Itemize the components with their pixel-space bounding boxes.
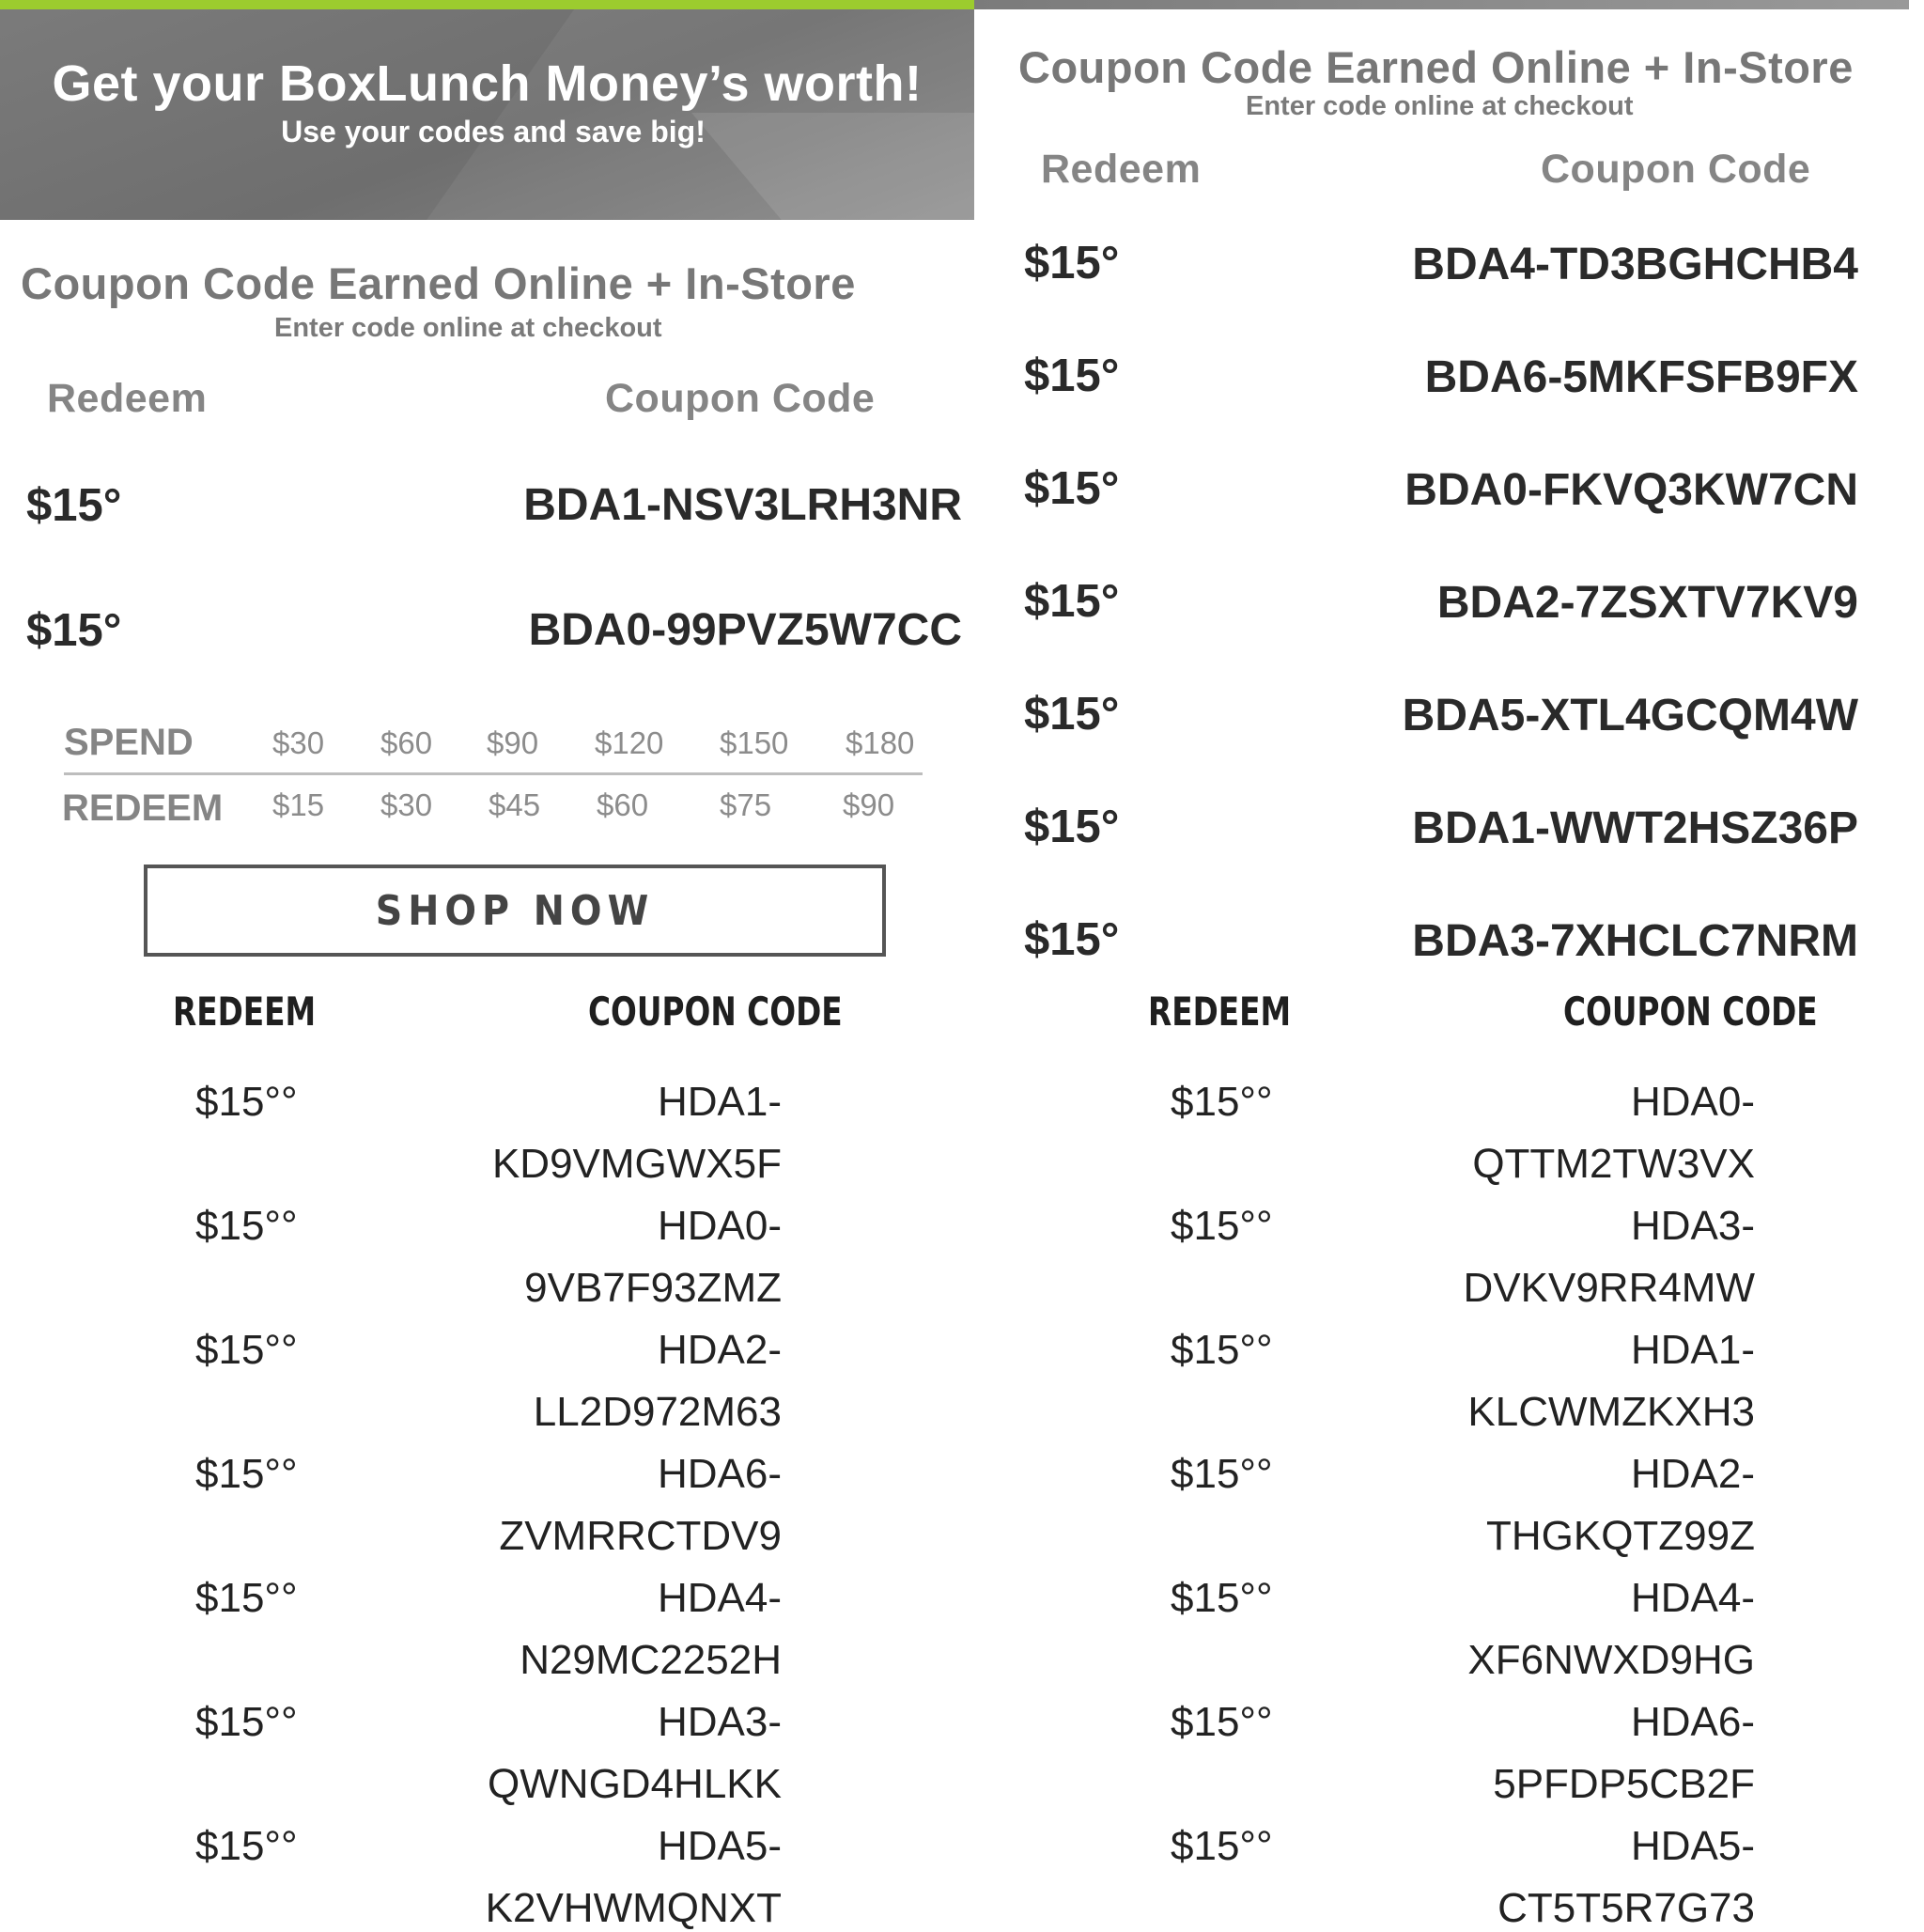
coupon-code-part1[interactable]: HDA0- xyxy=(657,1203,782,1249)
spend-label: SPEND xyxy=(64,722,194,763)
redeem-label: REDEEM xyxy=(62,787,224,829)
coupon-amount: $15° xyxy=(1024,802,1120,852)
spend-value: $120 xyxy=(595,725,664,760)
coupon-code-part2[interactable]: CT5T5R7G73 xyxy=(1497,1885,1755,1931)
tier-divider xyxy=(64,772,923,775)
top-divider xyxy=(974,0,1909,9)
left-section-subtitle: Enter code online at checkout xyxy=(274,313,662,343)
redeem-value: $60 xyxy=(597,787,649,822)
left-col-coupon-code: Coupon Code xyxy=(605,376,876,421)
coupon-code-part2[interactable]: 5PFDP5CB2F xyxy=(1493,1761,1755,1807)
coupon-amount: $15°° xyxy=(195,1451,298,1497)
banner-title: Get your BoxLunch Money’s worth! xyxy=(52,55,923,112)
shop-now-label: SHOP NOW xyxy=(375,886,655,935)
coupon-code[interactable]: BDA2-7ZSXTV7KV9 xyxy=(1436,578,1858,628)
coupon-code-part1[interactable]: HDA6- xyxy=(657,1451,782,1497)
list-col-redeem: REDEEM xyxy=(1148,989,1292,1035)
left-col-redeem: Redeem xyxy=(47,376,208,421)
coupon-code-part2[interactable]: KD9VMGWX5F xyxy=(491,1141,782,1187)
spend-value: $60 xyxy=(380,725,433,760)
coupon-amount: $15°° xyxy=(195,1203,298,1249)
coupon-code-part1[interactable]: HDA1- xyxy=(1630,1327,1755,1373)
redeem-value: $45 xyxy=(489,787,541,822)
coupon-amount: $15°° xyxy=(1171,1823,1273,1869)
redeem-value: $90 xyxy=(843,787,895,822)
right-col-redeem: Redeem xyxy=(1041,147,1202,192)
coupon-code-part1[interactable]: HDA2- xyxy=(1630,1451,1755,1497)
coupon-code[interactable]: BDA6-5MKFSFB9FX xyxy=(1424,352,1858,402)
coupon-code-part2[interactable]: KLCWMZKXH3 xyxy=(1467,1389,1755,1435)
coupon-amount: $15° xyxy=(1024,238,1120,288)
coupon-amount: $15°° xyxy=(195,1823,298,1869)
list-col-coupon-code: COUPON CODE xyxy=(1563,989,1818,1035)
coupon-amount: $15°° xyxy=(1171,1079,1273,1125)
list-col-redeem: REDEEM xyxy=(173,989,317,1035)
coupon-code-part2[interactable]: 9VB7F93ZMZ xyxy=(524,1265,782,1311)
coupon-code[interactable]: BDA4-TD3BGHCHB4 xyxy=(1412,240,1858,289)
spend-value: $150 xyxy=(720,725,789,760)
coupon-amount: $15°° xyxy=(1171,1451,1273,1497)
coupon-code-part1[interactable]: HDA1- xyxy=(657,1079,782,1125)
coupon-code-part1[interactable]: HDA5- xyxy=(1630,1823,1755,1869)
coupon-code-part1[interactable]: HDA6- xyxy=(1630,1699,1755,1745)
coupon-code[interactable]: BDA1-NSV3LRH3NR xyxy=(523,480,962,530)
coupon-code-part2[interactable]: XF6NWXD9HG xyxy=(1467,1637,1755,1683)
shop-now-button[interactable] xyxy=(144,865,886,957)
coupon-amount: $15°° xyxy=(195,1079,298,1125)
coupon-code-part1[interactable]: HDA3- xyxy=(657,1699,782,1745)
coupon-amount: $15°° xyxy=(1171,1327,1273,1373)
coupon-amount: $15° xyxy=(26,605,122,656)
coupon-amount: $15° xyxy=(1024,351,1120,401)
left-section-title: Coupon Code Earned Online + In-Store xyxy=(21,258,856,308)
coupon-code-part2[interactable]: QWNGD4HLKK xyxy=(488,1761,782,1807)
coupon-amount: $15°° xyxy=(195,1699,298,1745)
coupon-code-part2[interactable]: QTTM2TW3VX xyxy=(1472,1141,1755,1187)
coupon-amount: $15°° xyxy=(195,1327,298,1373)
coupon-code-part1[interactable]: HDA3- xyxy=(1630,1203,1755,1249)
coupon-code-part2[interactable]: K2VHWMQNXT xyxy=(485,1885,782,1931)
coupon-amount: $15° xyxy=(1024,689,1120,740)
coupon-amount: $15° xyxy=(1024,463,1120,514)
coupon-code[interactable]: BDA5-XTL4GCQM4W xyxy=(1402,691,1858,740)
coupon-amount: $15°° xyxy=(1171,1699,1273,1745)
spend-value: $180 xyxy=(846,725,915,760)
coupon-code-part1[interactable]: HDA2- xyxy=(657,1327,782,1373)
banner-subtitle: Use your codes and save big! xyxy=(281,115,706,148)
coupon-amount: $15° xyxy=(1024,914,1120,965)
right-section-subtitle: Enter code online at checkout xyxy=(1246,91,1634,121)
coupon-amount: $15° xyxy=(26,480,122,531)
coupon-amount: $15°° xyxy=(1171,1203,1273,1249)
spend-value: $90 xyxy=(487,725,539,760)
coupon-code[interactable]: BDA0-99PVZ5W7CC xyxy=(528,605,962,655)
redeem-value: $75 xyxy=(720,787,772,822)
list-col-coupon-code: COUPON CODE xyxy=(588,989,843,1035)
spend-value: $30 xyxy=(272,725,325,760)
right-col-coupon-code: Coupon Code xyxy=(1541,147,1811,192)
coupon-code[interactable]: BDA0-FKVQ3KW7CN xyxy=(1404,465,1858,515)
coupon-code-part2[interactable]: N29MC2252H xyxy=(520,1637,782,1683)
right-section-title: Coupon Code Earned Online + In-Store xyxy=(1018,42,1854,92)
coupon-code-part2[interactable]: THGKQTZ99Z xyxy=(1485,1513,1755,1559)
coupon-code-part2[interactable]: ZVMRRCTDV9 xyxy=(499,1513,782,1559)
coupon-amount: $15° xyxy=(1024,576,1120,627)
coupon-code[interactable]: BDA3-7XHCLC7NRM xyxy=(1412,916,1858,966)
coupon-code-part1[interactable]: HDA0- xyxy=(1630,1079,1755,1125)
coupon-code-part1[interactable]: HDA4- xyxy=(1630,1575,1755,1621)
accent-bar xyxy=(0,0,974,9)
coupon-code-part1[interactable]: HDA4- xyxy=(657,1575,782,1621)
hero-banner xyxy=(0,0,974,220)
redeem-value: $15 xyxy=(272,787,325,822)
coupon-code-part1[interactable]: HDA5- xyxy=(657,1823,782,1869)
redeem-value: $30 xyxy=(380,787,433,822)
coupon-amount: $15°° xyxy=(195,1575,298,1621)
coupon-code-part2[interactable]: LL2D972M63 xyxy=(533,1389,782,1435)
coupon-amount: $15°° xyxy=(1171,1575,1273,1621)
coupon-code[interactable]: BDA1-WWT2HSZ36P xyxy=(1412,803,1858,853)
coupon-code-part2[interactable]: DVKV9RR4MW xyxy=(1463,1265,1755,1311)
